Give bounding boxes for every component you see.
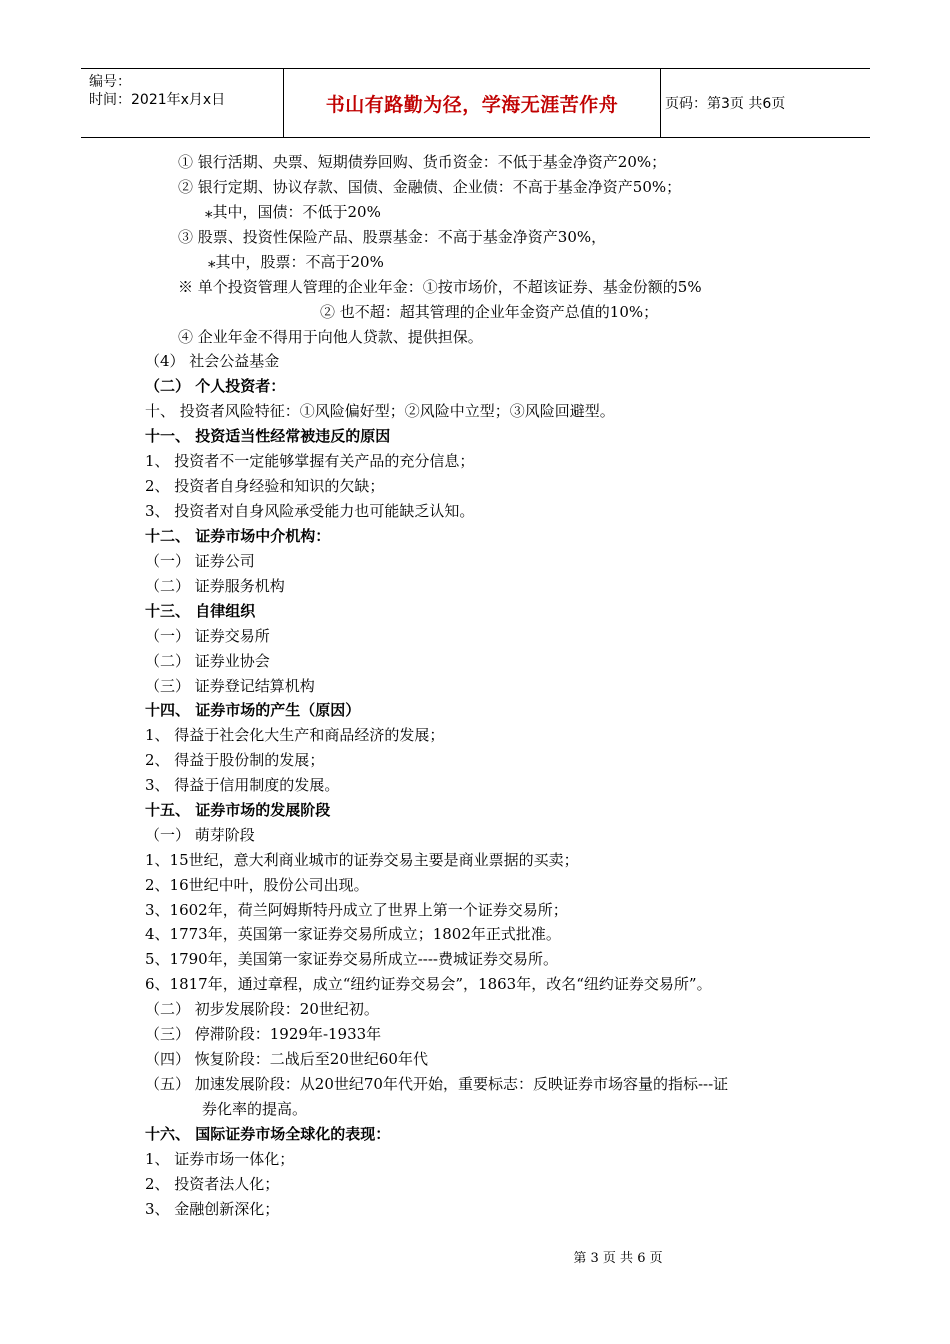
text-line: （五） 加速发展阶段：从20世纪70年代开始，重要标志：反映证券市场容量的指标---证: [145, 1075, 729, 1093]
text-line: 十五、 证券市场的发展阶段: [145, 801, 331, 819]
text-line: 1、 得益于社会化大生产和商品经济的发展；: [145, 726, 445, 744]
text-line: 十三、 自律组织: [145, 602, 256, 620]
text-line: 3、 金融创新深化；: [145, 1200, 280, 1218]
header-motto-cell: [284, 69, 661, 137]
text-line: 十四、 证券市场的产生（原因）: [145, 701, 361, 719]
text-line: 4、1773年，英国第一家证券交易所成立；1802年正式批准。: [145, 925, 561, 943]
text-line: （一） 证券交易所: [145, 627, 270, 645]
text-line: ② 也不超：超其管理的企业年金资产总值的10%；: [320, 303, 659, 321]
text-line: 2、 得益于股份制的发展；: [145, 751, 325, 769]
text-line: 3、 投资者对自身风险承受能力也可能缺乏认知。: [145, 502, 475, 520]
text-line: 十一、 投资适当性经常被违反的原因: [145, 427, 391, 445]
header-page-cell: [661, 69, 870, 137]
text-line: 十、 投资者风险特征：①风险偏好型；②风险中立型；③风险回避型。: [145, 402, 615, 420]
text-line: 十六、 国际证券市场全球化的表现：: [145, 1125, 391, 1143]
footer-page-number: 第 3 页 共 6 页: [573, 1251, 663, 1266]
text-line: （二） 证券业协会: [145, 652, 270, 670]
text-line: 1、15世纪，意大利商业城市的证券交易主要是商业票据的买卖；: [145, 851, 579, 869]
text-line: （二） 证券服务机构: [145, 577, 285, 595]
text-line: ④ 企业年金不得用于向他人贷款、提供担保。: [178, 328, 483, 346]
header-date-label: 时间：2021年x月x日: [89, 92, 226, 108]
text-line: （二） 个人投资者：: [145, 377, 286, 395]
text-line: （二） 初步发展阶段：20世纪初。: [145, 1000, 379, 1018]
text-line: （三） 证券登记结算机构: [145, 677, 315, 695]
text-line: 3、1602年，荷兰阿姆斯特丹成立了世界上第一个证券交易所；: [145, 901, 568, 919]
text-line: ③ 股票、投资性保险产品、股票基金：不高于基金净资产30%，: [178, 228, 607, 246]
header-info-cell: [81, 69, 284, 137]
text-line: ※ 单个投资管理人管理的企业年金：①按市场价，不超该证券、基金份额的5%: [178, 278, 702, 296]
text-line: ② 银行定期、协议存款、国债、金融债、企业债：不高于基金净资产50%；: [178, 178, 682, 196]
text-line: 2、 投资者自身经验和知识的欠缺；: [145, 477, 385, 495]
text-line: 6、1817年，通过章程，成立“纽约证券交易会”，1863年，改名“纽约证券交易所”。: [145, 975, 712, 993]
text-line: 2、16世纪中叶，股份公司出现。: [145, 876, 369, 894]
text-line: 1、 证券市场一体化；: [145, 1150, 295, 1168]
text-line: ⁎其中，国债：不低于20%: [205, 203, 381, 221]
text-line: 1、 投资者不一定能够掌握有关产品的充分信息；: [145, 452, 475, 470]
text-line: ⁎其中，股票：不高于20%: [208, 253, 384, 271]
page-header: [81, 68, 870, 138]
text-line: （三） 停滞阶段：1929年-1933年: [145, 1025, 382, 1043]
text-line: （4） 社会公益基金: [145, 352, 280, 370]
text-line: （四） 恢复阶段：二战后至20世纪60年代: [145, 1050, 428, 1068]
text-line: （一） 萌芽阶段: [145, 826, 255, 844]
page-footer: [0, 1247, 950, 1266]
text-line: 3、 得益于信用制度的发展。: [145, 776, 340, 794]
text-line: 2、 投资者法人化；: [145, 1175, 280, 1193]
header-page-label: 页码：第3页 共6页: [665, 96, 786, 112]
text-line: 券化率的提高。: [202, 1100, 308, 1118]
text-line: ① 银行活期、央票、短期债券回购、货币资金：不低于基金净资产20%；: [178, 153, 667, 171]
header-motto: 书山有路勤为径，学海无涯苦作舟: [325, 93, 619, 116]
text-line: （一） 证券公司: [145, 552, 255, 570]
text-line: 十二、 证券市场中介机构：: [145, 527, 331, 545]
text-line: 5、1790年，美国第一家证券交易所成立----费城证券交易所。: [145, 950, 558, 968]
header-number-label: 编号：: [89, 74, 131, 90]
